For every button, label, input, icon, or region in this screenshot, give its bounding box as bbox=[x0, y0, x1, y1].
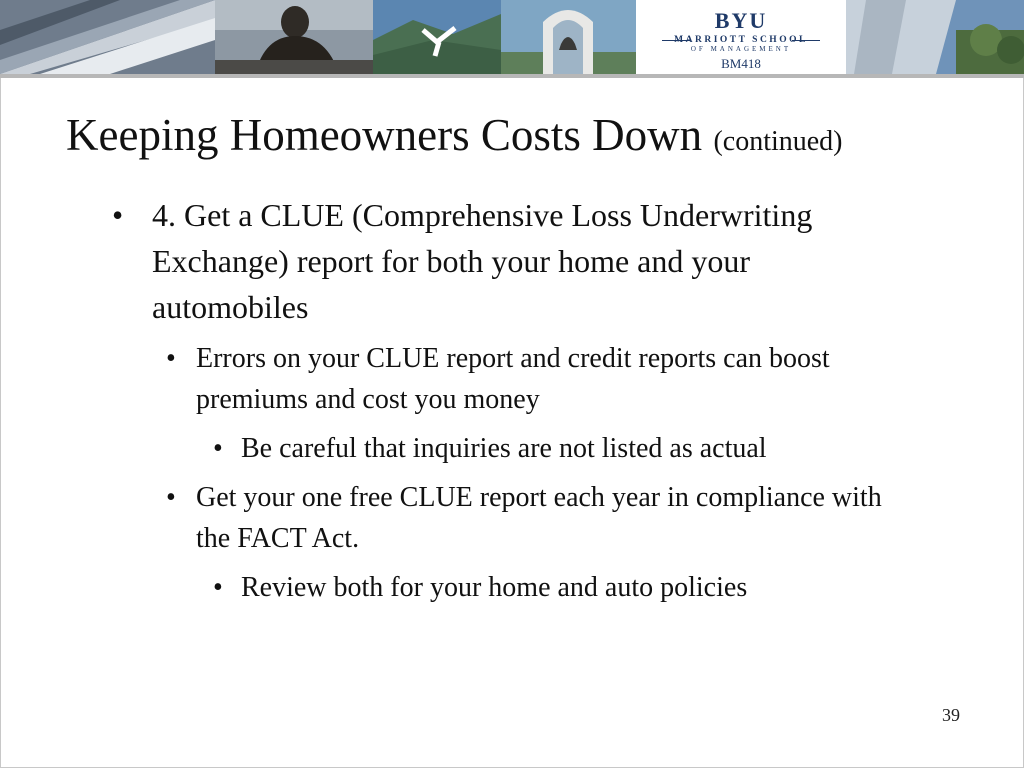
course-code: BM418 bbox=[721, 56, 761, 71]
page-number: 39 bbox=[942, 705, 960, 725]
banner-photo-bell bbox=[501, 0, 636, 74]
logo-school-name: MARRIOTT SCHOOL bbox=[674, 35, 808, 45]
bullet-marker: • bbox=[166, 343, 176, 374]
slide-title bbox=[66, 108, 986, 169]
bullet-marker: • bbox=[112, 197, 124, 233]
bullet-marker: • bbox=[213, 433, 223, 464]
banner-photo-building bbox=[846, 0, 1024, 74]
bullet-marker: • bbox=[213, 572, 223, 603]
slide-title-suffix: (continued) bbox=[713, 126, 843, 157]
banner-divider bbox=[0, 74, 1024, 78]
slide-title-main: Keeping Homeowners Costs Down bbox=[66, 110, 703, 160]
bullet-marker: • bbox=[166, 482, 176, 513]
bullet-text: Errors on your CLUE report and credit reports can boost premiums and cost you money bbox=[196, 343, 830, 415]
banner-photo-mountain-y bbox=[373, 0, 501, 74]
bullet-text: 4. Get a CLUE (Comprehensive Loss Underwriting Exchange) report for both your home and your automobiles bbox=[152, 197, 813, 325]
bullet-text: Be careful that inquiries are not listed as actual bbox=[241, 433, 767, 464]
header-banner bbox=[0, 0, 1024, 78]
logo-school-subtitle: OF MANAGEMENT bbox=[690, 45, 792, 53]
logo-wordmark: BYU bbox=[714, 8, 768, 33]
bullet-text: Review both for your home and auto policies bbox=[241, 572, 748, 603]
banner-photo-statue bbox=[215, 0, 373, 74]
banner-photo-architecture bbox=[0, 0, 215, 74]
byu-marriott-logo bbox=[636, 0, 846, 74]
bullet-text: Get your one free CLUE report each year in compliance with the FACT Act. bbox=[196, 482, 882, 554]
